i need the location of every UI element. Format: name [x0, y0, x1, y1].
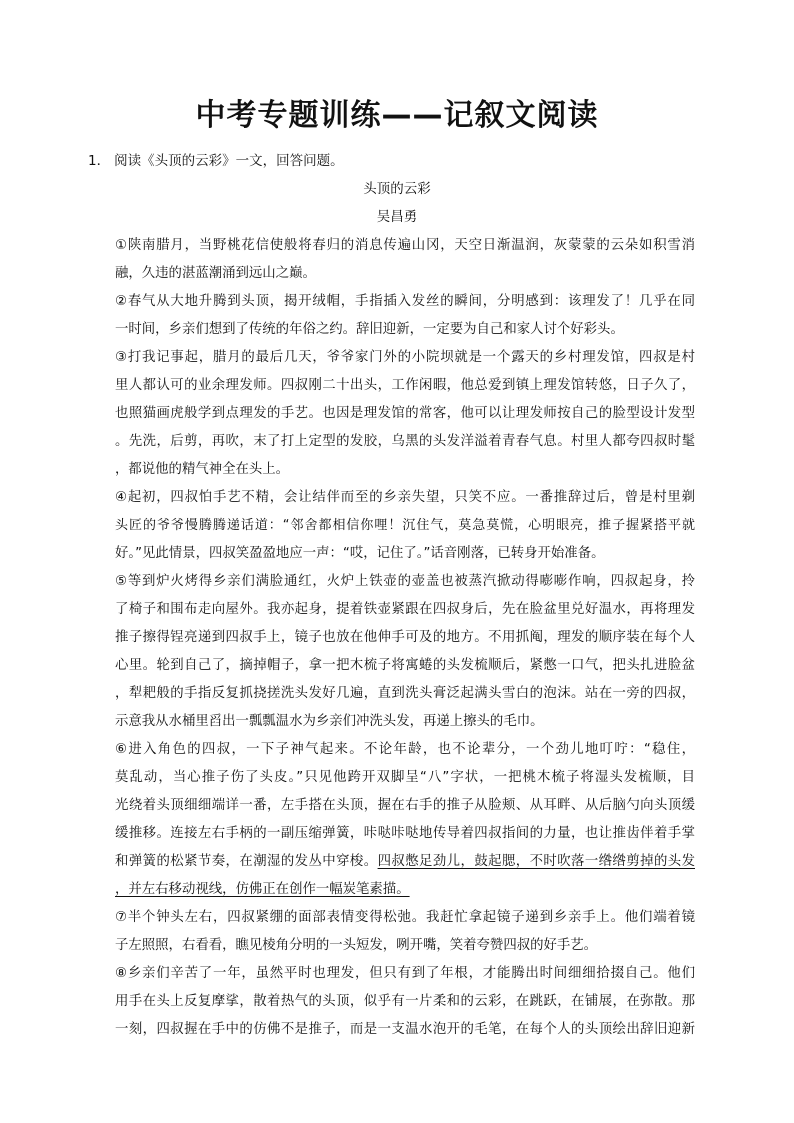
body-line: 用手在头上反复摩挲，散着热气的头顶，似乎有一片柔和的云彩，在跳跃，在铺展，在弥散。那 — [115, 994, 695, 1009]
question-prompt — [88, 151, 344, 171]
body-line: ，都说他的精气神全在头上。 — [115, 462, 290, 477]
underlined-sentence: 四叔憋足劲儿，鼓起腮，不时吹落一绺绺剪掉的头发 — [377, 854, 695, 869]
question-text: 阅读《头顶的云彩》一文，回答问题。 — [114, 153, 344, 169]
body-line: 推子擦得锃亮递到四叔手上，镜子也放在他伸手可及的地方。不用抓阄，理发的顺序装在每个人 — [115, 630, 695, 645]
underlined-sentence-continued: ，并左右移动视线，仿佛正在创作一幅炭笔素描。 — [115, 882, 410, 897]
body-line: ②春气从大地升腾到头顶，揭开绒帽，手指插入发丝的瞬间，分明感到：该理发了！几乎在同 — [115, 294, 695, 309]
body-line: ⑧乡亲们辛苦了一年，虽然平时也理发，但只有到了年根，才能腾出时间细细拾掇自己。他们 — [115, 966, 695, 981]
body-line — [115, 848, 695, 876]
body-line: ③打我记事起，腊月的最后几天，爷爷家门外的小院坝就是一个露天的乡村理发馆，四叔是村 — [115, 350, 695, 365]
document-title: 中考专题训练——记叙文阅读 — [195, 98, 599, 133]
body-line: ⑦半个钟头左右，四叔紧绷的面部表情变得松弛。我赶忙拿起镜子递到乡亲手上。他们端着镜 — [115, 910, 695, 925]
body-line: ①陕南腊月，当野桃花信使般将春归的消息传遍山冈，天空日渐温润，灰蒙蒙的云朵如积雪消 — [115, 238, 695, 253]
article-author: 吴昌勇 — [376, 209, 418, 225]
body-line: 示意我从水桶里舀出一瓢瓢温水为乡亲们冲洗头发，再递上擦头的毛巾。 — [115, 714, 544, 729]
body-line: 莫乱动，当心推子伤了头皮。”只见他跨开双脚呈“八”字状，一把桃木梳子将湿头发梳顺，目 — [115, 770, 695, 785]
body-line: 里人都认可的业余理发师。四叔刚二十出头，工作闲暇，他总爱到镇上理发馆转悠，日子久了， — [115, 378, 695, 393]
body-line: 一时间，乡亲们想到了传统的年俗之约。辞旧迎新，一定要为自己和家人讨个好彩头。 — [115, 322, 624, 337]
body-text-segment: 和弹簧的松紧节奏，在潮湿的发丛中穿梭。 — [115, 854, 378, 869]
article-title: 头顶的云彩 — [363, 181, 431, 197]
body-line: 头匠的爷爷慢腾腾递话道：“邻舍都相信你哩！沉住气，莫急莫慌，心明眼亮，推子握紧搭平就 — [115, 518, 695, 533]
body-line: ④起初，四叔怕手艺不精，会让结伴而至的乡亲失望，只笑不应。一番推辞过后，曾是村里剃 — [115, 490, 695, 505]
body-line: 缓推移。连接左右手柄的一副压缩弹簧，咔哒咔哒地传导着四叔指间的力量，也让推齿伴着手掌 — [115, 826, 695, 841]
body-line: ⑤等到炉火烤得乡亲们满脸通红，火炉上铁壶的壶盖也被蒸汽掀动得嘭嘭作响，四叔起身，拎 — [115, 574, 695, 589]
body-line: 也照猫画虎般学到点理发的手艺。也因是理发馆的常客，他可以让理发师按自己的脸型设计发型 — [115, 406, 695, 421]
body-line: 光绕着头顶细细端详一番，左手搭在头顶，握在右手的推子从脸颊、从耳畔、从后脑勺向头顶缓 — [115, 798, 695, 813]
body-line: 子左照照，右看看，瞧见棱角分明的一头短发，咧开嘴，笑着夸赞四叔的好手艺。 — [115, 938, 598, 953]
body-line: 心里。轮到自己了，摘掉帽子，拿一把木梳子将寓蜷的头发梳顺后，紧憋一口气，把头扎进脸盆 — [115, 658, 695, 673]
body-line: 了椅子和围布走向屋外。我亦起身，提着铁壶紧跟在四叔身后，先在脸盆里兑好温水，再将理发 — [115, 602, 695, 617]
body-line: 。先洗，后剪，再吹，末了打上定型的发胶，乌黑的头发洋溢着青春气息。村里人都夸四叔时髦 — [115, 434, 695, 449]
article-body — [115, 232, 695, 1044]
body-line — [115, 876, 695, 904]
body-line: ，犁耙般的手指反复抓挠搓洗头发好几遍，直到洗头膏泛起满头雪白的泡沫。站在一旁的四叔， — [115, 686, 695, 701]
body-line: ⑥进入角色的四叔，一下子神气起来。不论年龄，也不论辈分，一个劲儿地叮咛：“稳住， — [115, 742, 695, 757]
body-line: 一刻，四叔握在手中的仿佛不是推子，而是一支温水泡开的毛笔，在每个人的头顶绘出辞旧迎新 — [115, 1022, 695, 1037]
body-line: 融，久违的湛蓝潮涌到远山之巅。 — [115, 266, 316, 281]
question-number: 1． — [88, 153, 111, 169]
body-line: 好。”见此情景，四叔笑盈盈地应一声：“哎，记住了。”话音刚落，已转身开始准备。 — [115, 546, 605, 561]
